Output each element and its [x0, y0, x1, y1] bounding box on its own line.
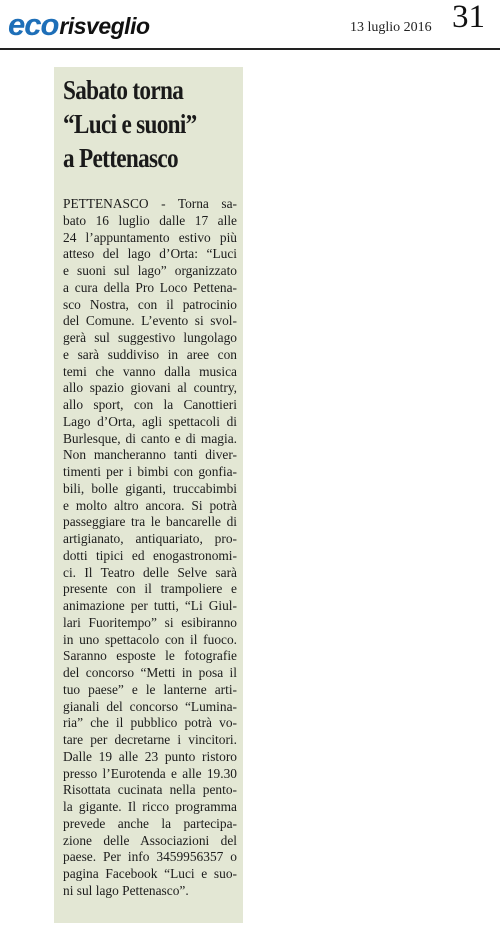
headline-line: a Pettenasco — [63, 143, 178, 173]
newspaper-logo — [8, 6, 150, 40]
body-line: ni sul lago Pettenasco”. — [63, 882, 189, 898]
body-line: ria” che il pubblico potrà vo- — [63, 715, 237, 731]
body-line: pagina Facebook “Luci e suo- — [63, 866, 237, 881]
logo-risveglio: risveglio — [59, 13, 150, 39]
body-line: sco Nostra, con il patrocinio — [63, 296, 237, 312]
body-line: a cura della Pro Loco Pettena- — [63, 279, 237, 295]
body-line: atteso del lago d’Orta: “Luci — [63, 246, 237, 262]
body-line: la gigante. Il ricco programma — [63, 799, 237, 814]
body-line: Dalle 19 alle 23 punto ristoro — [63, 748, 237, 764]
body-line: presso l’Eurotenda e alle 19.30 — [63, 765, 237, 781]
body-line: zione delle Associazioni del — [63, 832, 237, 848]
body-line: bato 16 luglio dalle 17 alle — [63, 212, 237, 228]
body-line: in uno spettacolo con il fuoco. — [63, 631, 237, 647]
masthead-rule — [0, 48, 500, 50]
body-line: Non mancheranno tanti diver- — [63, 447, 237, 463]
body-line: gerà sul suggestivo lungolago — [63, 330, 237, 345]
body-line: animazione per tutti, “Li Giul- — [63, 598, 237, 613]
body-line: Risottata cucinata nella pento- — [63, 782, 237, 798]
body-line: del concorso “Metti in posa il — [63, 665, 237, 680]
body-line: e molto altro ancora. Si potrà — [63, 497, 237, 513]
body-line: ci. Il Teatro delle Selve sarà — [63, 564, 237, 580]
body-line: bili, bolle giganti, truccabimbi — [63, 480, 237, 496]
body-line: temi che vanno dalla musica — [63, 363, 237, 379]
body-line: paese. Per info 3459956357 o — [63, 849, 237, 865]
body-line: allo sport, con la Canottieri — [63, 397, 237, 412]
body-line: gianali del concorso “Lumina- — [63, 698, 237, 714]
masthead — [0, 0, 500, 48]
issue-date: 13 luglio 2016 — [350, 20, 432, 35]
page-number: 31 — [452, 0, 485, 35]
article-box — [54, 67, 243, 923]
logo-eco: eco — [8, 7, 59, 42]
body-line: Burlesque, di canto e di magia. — [63, 430, 237, 446]
headline-line: Sabato torna — [63, 75, 184, 105]
body-line: prevede anche la partecipa- — [63, 815, 237, 831]
body-line: e suoni sul lago” organizzato — [63, 263, 237, 278]
body-line: Saranno esposte le fotografie — [63, 648, 237, 664]
body-line: del Comune. L’evento si svol- — [63, 313, 237, 329]
body-line: dotti tipici ed enogastronomi- — [63, 547, 237, 563]
body-line: lari Fuoritempo” si esibiranno — [63, 614, 237, 630]
body-line: e sarà suddiviso in aree con — [63, 346, 237, 362]
body-line: timenti per i bimbi con gonfia- — [63, 464, 237, 479]
body-line: artigianato, antiquariato, pro- — [63, 531, 237, 546]
body-line: presente con il trampoliere e — [63, 581, 237, 597]
body-line: 24 l’appuntamento estivo più — [63, 229, 237, 245]
body-line: tare per decretarne i vincitori. — [63, 732, 237, 747]
article-headline — [63, 73, 243, 175]
body-line: passeggiare tra le bancarelle di — [63, 514, 237, 530]
body-line: allo spazio giovani al country, — [63, 380, 237, 396]
body-line: PETTENASCO - Torna sa- — [63, 196, 237, 211]
article-body — [63, 196, 237, 900]
headline-line: “Luci e suoni” — [63, 109, 197, 139]
body-line: tuo paese” e le lanterne arti- — [63, 681, 237, 697]
body-line: Lago d’Orta, agli spettacoli di — [63, 413, 237, 429]
